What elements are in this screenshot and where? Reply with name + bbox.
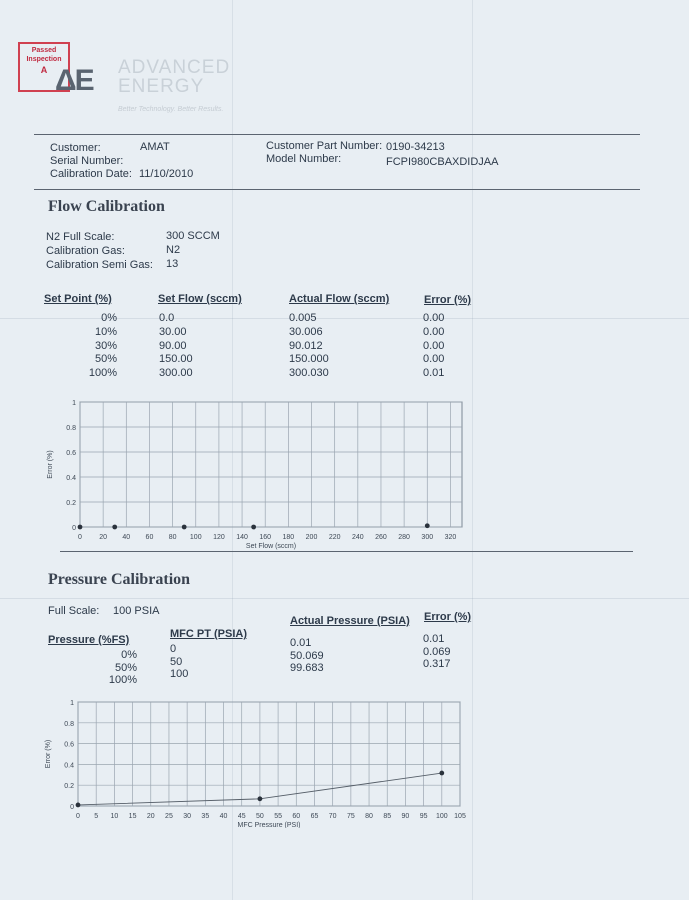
serial-label: Serial Number:	[50, 155, 124, 167]
x-tick-label: 140	[236, 534, 248, 541]
flow-col-header: Actual Flow (sccm)	[289, 293, 390, 305]
flow-semi-gas-label: Calibration Semi Gas:	[46, 259, 153, 271]
flow-error-chart	[30, 395, 470, 555]
flow-cell: 150.000	[289, 353, 329, 366]
data-point	[182, 525, 187, 530]
flow-semi-gas-value: 13	[166, 258, 179, 270]
x-tick-label: 100	[189, 534, 202, 541]
flow-col-header: Error (%)	[424, 294, 472, 306]
x-tick-label: 320	[444, 534, 457, 541]
data-point	[258, 796, 263, 801]
plot-area	[78, 702, 460, 806]
x-tick-label: 70	[328, 813, 337, 820]
flow-gas-value: N2	[166, 244, 181, 256]
y-axis-label: Error (%)	[45, 739, 52, 769]
flow-rule	[60, 551, 633, 552]
x-tick-label: 240	[351, 534, 364, 541]
logo-line1: ADVANCED	[118, 57, 231, 78]
x-tick-label: 0	[76, 813, 80, 820]
flow-cell: 0.00	[423, 353, 445, 366]
calibration-date-value: 11/10/2010	[139, 168, 194, 180]
y-axis-label: Error (%)	[47, 450, 54, 479]
data-point	[439, 771, 444, 776]
x-tick-label: 40	[122, 534, 131, 541]
x-tick-label: 180	[282, 534, 295, 541]
x-tick-label: 5	[94, 813, 99, 820]
part-number-value: 0190-34213	[386, 141, 445, 153]
flow-cell: 0.00	[423, 339, 445, 352]
flow-cell: 90.012	[289, 339, 323, 352]
pressure-cell: 0.01	[290, 637, 312, 649]
y-tick-label: 0.8	[64, 720, 74, 728]
x-tick-label: 35	[201, 813, 210, 820]
x-tick-label: 105	[454, 813, 466, 820]
y-tick-label: 0	[70, 804, 74, 811]
flow-cell: 90.00	[159, 339, 187, 352]
customer-label: Customer:	[50, 142, 101, 154]
flow-cell: 0.00	[423, 325, 445, 338]
x-tick-label: 65	[310, 813, 319, 820]
pressure-col-header: Actual Pressure (PSIA)	[290, 615, 410, 627]
stamp-line1: Passed	[31, 47, 57, 54]
y-tick-label: 0.8	[66, 425, 76, 432]
pressure-cell: 0%	[121, 649, 137, 661]
y-tick-label: 0.2	[64, 783, 74, 791]
header-rule	[34, 134, 640, 135]
x-tick-label: 80	[168, 534, 177, 541]
model-number-value: FCPI980CBAXDIDJAA	[386, 156, 499, 168]
x-tick-label: 300	[421, 534, 434, 541]
y-tick-label: 0.4	[66, 475, 76, 482]
data-point	[251, 525, 256, 530]
flow-cell: 0.01	[423, 367, 445, 380]
pressure-cell: 0	[170, 643, 177, 655]
x-tick-label: 60	[145, 534, 154, 541]
y-tick-label: 0.6	[66, 450, 76, 457]
pressure-cell: 0.01	[423, 633, 445, 645]
flow-section-title: Flow Calibration	[48, 198, 165, 215]
y-tick-label: 1	[72, 400, 76, 407]
pressure-error-chart	[30, 698, 490, 828]
x-tick-label: 95	[419, 813, 428, 820]
calibration-date-label: Calibration Date:	[50, 168, 132, 180]
pressure-col-header: Pressure (%FS)	[48, 634, 130, 646]
flow-cell: 10%	[94, 325, 117, 338]
info-rule	[34, 189, 640, 190]
pressure-cell: 50	[170, 655, 183, 668]
flow-cell: 150.00	[159, 353, 193, 366]
pressure-section-title: Pressure Calibration	[48, 571, 191, 588]
flow-cell: 0.00	[423, 312, 445, 324]
pressure-col-header: Error (%)	[424, 611, 472, 623]
x-tick-label: 15	[128, 813, 137, 820]
pressure-cell: 99.683	[290, 662, 324, 674]
flow-cell: 30.00	[159, 325, 187, 338]
x-tick-label: 45	[237, 813, 246, 820]
pressure-cell: 50.069	[290, 649, 324, 662]
x-tick-label: 200	[305, 534, 318, 541]
customer-value: AMAT	[140, 141, 170, 153]
x-tick-label: 25	[165, 813, 173, 820]
x-tick-label: 10	[110, 813, 119, 820]
x-tick-label: 20	[99, 534, 108, 541]
flow-cell: 30%	[94, 339, 117, 352]
y-tick-label: 0.4	[64, 762, 74, 770]
pressure-cell: 100	[170, 668, 189, 680]
company-logo-mark: ΔE	[55, 64, 93, 97]
x-tick-label: 100	[435, 813, 448, 820]
data-point	[78, 525, 83, 530]
flow-gas-label: Calibration Gas:	[46, 245, 125, 257]
x-tick-label: 60	[292, 813, 301, 820]
flow-cell: 0%	[101, 312, 117, 324]
x-tick-label: 85	[383, 813, 392, 820]
x-tick-label: 20	[146, 813, 155, 820]
logo-line2: ENERGY	[118, 76, 205, 97]
y-tick-label: 0.6	[64, 741, 74, 749]
flow-cell: 300.030	[289, 367, 329, 380]
flow-col-header: Set Flow (sccm)	[158, 293, 242, 305]
plot-area	[80, 402, 462, 527]
x-tick-label: 90	[401, 813, 410, 820]
x-tick-label: 280	[398, 534, 410, 541]
x-tick-label: 220	[328, 534, 341, 541]
company-tagline: Better Technology. Better Results.	[118, 106, 224, 113]
part-number-label: Customer Part Number:	[266, 140, 383, 152]
pressure-cell: 100%	[108, 674, 137, 686]
flow-col-header: Set Point (%)	[44, 293, 112, 305]
flow-cell: 100%	[88, 367, 117, 380]
stamp-grade: A	[40, 65, 48, 75]
x-tick-label: 50	[256, 813, 264, 820]
fold-line	[0, 598, 689, 599]
pressure-cell: 0.317	[423, 658, 451, 670]
flow-cell: 300.00	[159, 367, 193, 380]
model-number-label: Model Number:	[266, 153, 342, 165]
flow-cell: 0.005	[289, 312, 317, 324]
y-tick-label: 0.2	[66, 500, 76, 507]
y-tick-label: 1	[70, 700, 74, 707]
pressure-full-scale-value: 100 PSIA	[113, 605, 160, 617]
y-tick-label: 0	[72, 525, 76, 532]
x-tick-label: 30	[183, 813, 192, 820]
stamp-line2: Inspection	[26, 56, 62, 63]
data-point	[112, 525, 117, 530]
x-tick-label: 160	[259, 534, 272, 541]
x-tick-label: 0	[78, 534, 82, 541]
flow-full-scale-value: 300 SCCM	[166, 230, 220, 242]
pressure-cell: 50%	[114, 661, 137, 674]
pressure-full-scale-label: Full Scale:	[48, 605, 100, 617]
x-tick-label: 120	[213, 534, 225, 541]
pressure-col-header: MFC PT (PSIA)	[170, 628, 247, 640]
x-tick-label: 55	[274, 813, 282, 820]
x-axis-label: MFC Pressure (PSI)	[237, 822, 301, 828]
flow-cell: 50%	[94, 353, 117, 366]
x-tick-label: 80	[365, 813, 373, 820]
x-tick-label: 260	[375, 534, 387, 541]
data-point	[425, 523, 430, 528]
x-tick-label: 40	[219, 813, 228, 820]
flow-cell: 30.006	[289, 325, 323, 338]
pressure-cell: 0.069	[423, 645, 451, 658]
x-tick-label: 75	[346, 813, 355, 820]
x-axis-label: Set Flow (sccm)	[245, 543, 297, 550]
company-logo-text	[118, 58, 230, 96]
flow-cell: 0.0	[159, 312, 175, 324]
data-point	[76, 803, 81, 808]
flow-full-scale-label: N2 Full Scale:	[46, 231, 115, 243]
